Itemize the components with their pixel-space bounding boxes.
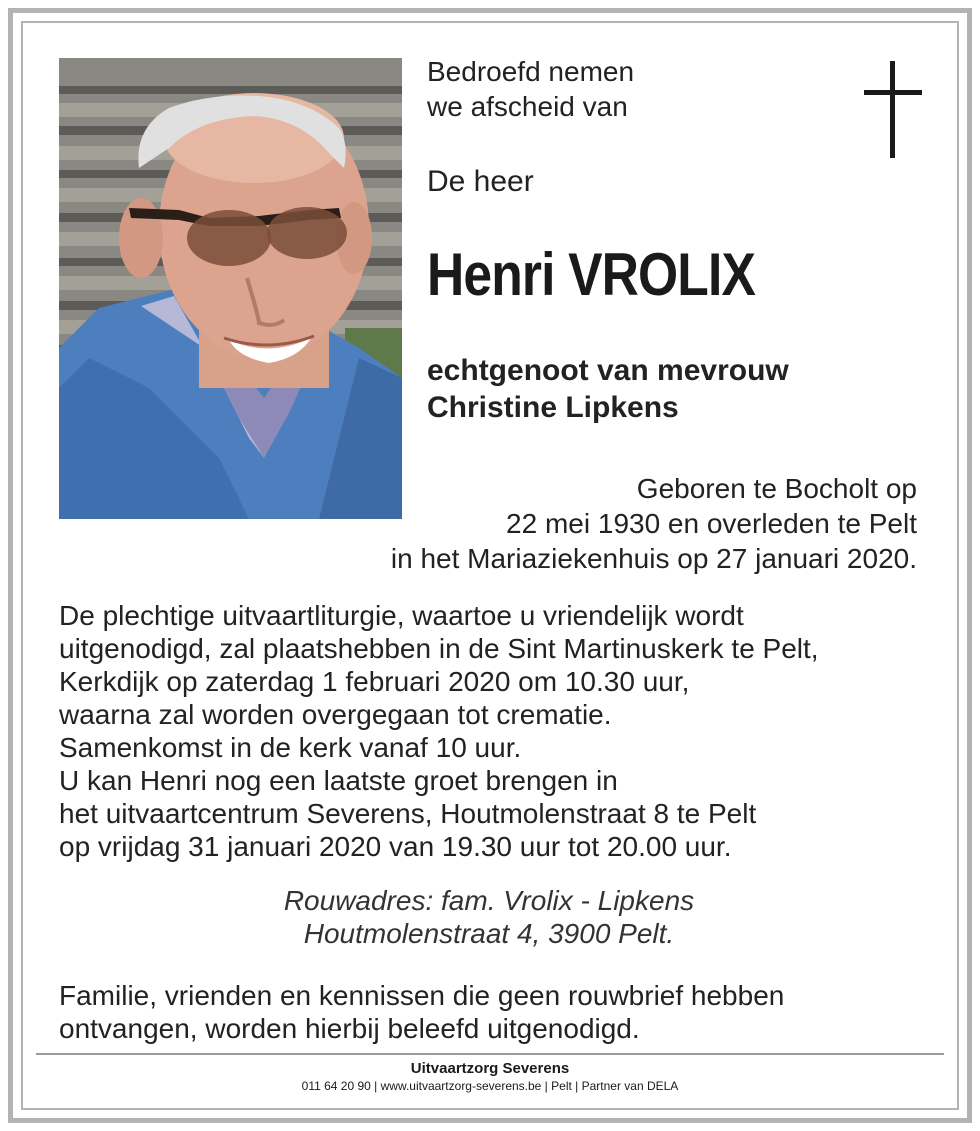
intro-line: we afscheid van (427, 91, 628, 122)
body-line: Kerkdijk op zaterdag 1 februari 2020 om 10.30 uur, (59, 666, 690, 697)
birth-death-text (317, 471, 917, 576)
body-line: U kan Henri nog een laatste groet brengen in (59, 765, 618, 796)
birth-line: in het Mariaziekenhuis op 27 januari 2020. (390, 543, 917, 574)
closing-line: ontvangen, worden hierbij beleefd uitgenodigd. (59, 1013, 640, 1044)
deceased-name: Henri VROLIX (427, 241, 756, 308)
footer-contact: 011 64 20 90 | www.uitvaartzorg-severens.be | Pelt | Partner van DELA (301, 1079, 679, 1093)
spouse-line: Christine Lipkens (427, 391, 679, 424)
footer-title: Uitvaartzorg Severens (410, 1060, 570, 1077)
cross-icon (864, 61, 922, 158)
closing-line: Familie, vrienden en kennissen die geen rouwbrief hebben (59, 980, 785, 1011)
body-line: Samenkomst in de kerk vanaf 10 uur. (59, 732, 522, 763)
intro-text (427, 54, 827, 124)
spouse-line: echtgenoot van mevrouw (427, 354, 789, 387)
address-line: Houtmolenstraat 4, 3900 Pelt. (303, 918, 675, 949)
closing-text (59, 979, 939, 1045)
intro-line: Bedroefd nemen (427, 56, 635, 87)
funeral-details (59, 599, 939, 863)
birth-line: Geboren te Bocholt op (636, 473, 917, 504)
birth-line: 22 mei 1930 en overleden te Pelt (506, 508, 917, 539)
portrait-photo (59, 58, 402, 519)
address-line: Rouwadres: fam. Vrolix - Lipkens (283, 885, 695, 916)
body-line: waarna zal worden overgegaan tot crematie. (59, 699, 612, 730)
body-line: het uitvaartcentrum Severens, Houtmolenstraat 8 te Pelt (59, 798, 757, 829)
body-line: De plechtige uitvaartliturgie, waartoe u vriendelijk wordt (59, 600, 744, 631)
honorific: De heer (427, 165, 534, 198)
mourning-address (59, 884, 919, 950)
spouse-text (427, 352, 897, 426)
body-line: uitgenodigd, zal plaatshebben in de Sint Martinuskerk te Pelt, (59, 633, 819, 664)
footer-divider (36, 1053, 944, 1055)
body-line: op vrijdag 31 januari 2020 van 19.30 uur tot 20.00 uur. (59, 831, 732, 862)
